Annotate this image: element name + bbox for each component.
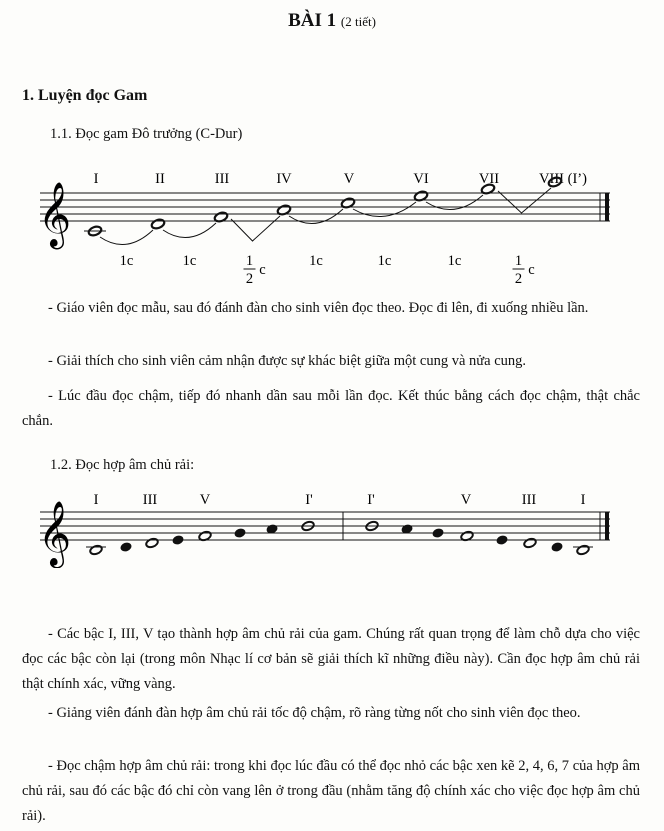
scale-degree-label: VIII (I’) (539, 171, 587, 187)
paragraph: - Giải thích cho sinh viên cảm nhận được sự khác biệt giữa một cung và nửa cung. (48, 353, 527, 369)
staff-lines (40, 512, 610, 540)
section-heading: 1. Luyện đọc Gam (22, 87, 148, 104)
filled-note (172, 535, 184, 545)
chord-degree-label: III (521, 492, 537, 508)
paragraph: - Lúc đầu đọc chậm, tiếp đó nhanh dần sau mỗi lần đọc. Kết thúc bằng cách đọc chậm, thật chắc chắn. (22, 388, 640, 429)
subsection-heading-scale: 1.1. Đọc gam Đô trưởng (C-Dur) (50, 126, 243, 142)
scale-degree-label: VII (478, 171, 500, 187)
title-sub: (2 tiết) (340, 14, 376, 29)
filled-note (120, 542, 132, 552)
interval-label: 1c (447, 253, 462, 269)
chord-degree-label: I' (367, 492, 375, 508)
interval-label: 1c (119, 253, 134, 269)
interval-label: 1c (182, 253, 197, 269)
scale-degree-label: III (214, 171, 230, 187)
scale-degree-label: VI (413, 171, 429, 187)
chord-degree-label: V (199, 492, 211, 508)
interval-label: 1c (309, 253, 323, 269)
tone-arc (100, 230, 153, 245)
whole-note (576, 544, 590, 555)
title-main: BÀI 1 (288, 10, 337, 31)
filled-note (551, 542, 563, 552)
subsection-heading-chord: 1.2. Đọc hợp âm chủ rải: (50, 457, 195, 473)
treble-clef-icon: 𝄞 (38, 182, 72, 247)
chord-degree-label: I (580, 492, 586, 508)
filled-note (496, 535, 508, 545)
semitone-mark (231, 216, 280, 241)
paragraph: - Các bậc I, III, V tạo thành hợp âm chủ rải của gam. Chúng rất quan trọng để làm chỗ dựa cho việc đọc các bậc còn lại (trong môn Nhạc lí cơ bản sẽ giải thích kĩ những điều này). Cần đọc hợp âm chủ rải thật chính xác, vững vàng. (22, 626, 640, 692)
filled-note (234, 528, 246, 538)
scale-staff (0, 165, 664, 295)
treble-clef-icon: 𝄞 (38, 501, 72, 566)
whole-note (151, 218, 166, 230)
whole-note (523, 537, 537, 548)
whole-note (145, 537, 159, 548)
lesson-title (0, 10, 664, 32)
scale-degree-label: V (343, 171, 355, 187)
interval-label: c (259, 262, 266, 278)
interval-label: 2 (245, 271, 254, 287)
tone-arc (163, 223, 216, 238)
scale-degree-label: IV (276, 171, 292, 187)
staff-lines (40, 193, 610, 221)
chord-degree-label: V (460, 492, 472, 508)
arpeggio-staff (0, 488, 664, 568)
scale-degree-label: II (155, 171, 165, 187)
whole-note (89, 544, 103, 555)
chord-degree-label: III (142, 492, 158, 508)
paragraph: - Giảng viên đánh đàn hợp âm chủ rải tốc độ chậm, rõ ràng từng nốt cho sinh viên đọc theo. (48, 705, 581, 721)
paragraph: - Đọc chậm hợp âm chủ rải: trong khi đọc lúc đầu có thể đọc nhỏ các bậc xen kẽ 2, 4, 6, 7 của hợp âm chủ rải, sau đó các bậc đó chỉ còn vang lên ở trong đầu (nhằm tăng độ chính xác cho việc đọc hợp âm chủ rải). (22, 758, 640, 824)
interval-label: c (528, 262, 535, 278)
scale-degree-label: I (93, 171, 99, 187)
chord-degree-label: I' (305, 492, 313, 508)
interval-label: 2 (514, 271, 523, 287)
paragraph: - Giáo viên đọc mẫu, sau đó đánh đàn cho sinh viên đọc theo. Đọc đi lên, đi xuống nhiều lần. (48, 300, 589, 316)
interval-label: 1c (377, 253, 392, 269)
interval-label: 1 (514, 253, 523, 269)
interval-label: 1 (245, 253, 254, 269)
filled-note (432, 528, 444, 538)
chord-degree-label: I (93, 492, 99, 508)
